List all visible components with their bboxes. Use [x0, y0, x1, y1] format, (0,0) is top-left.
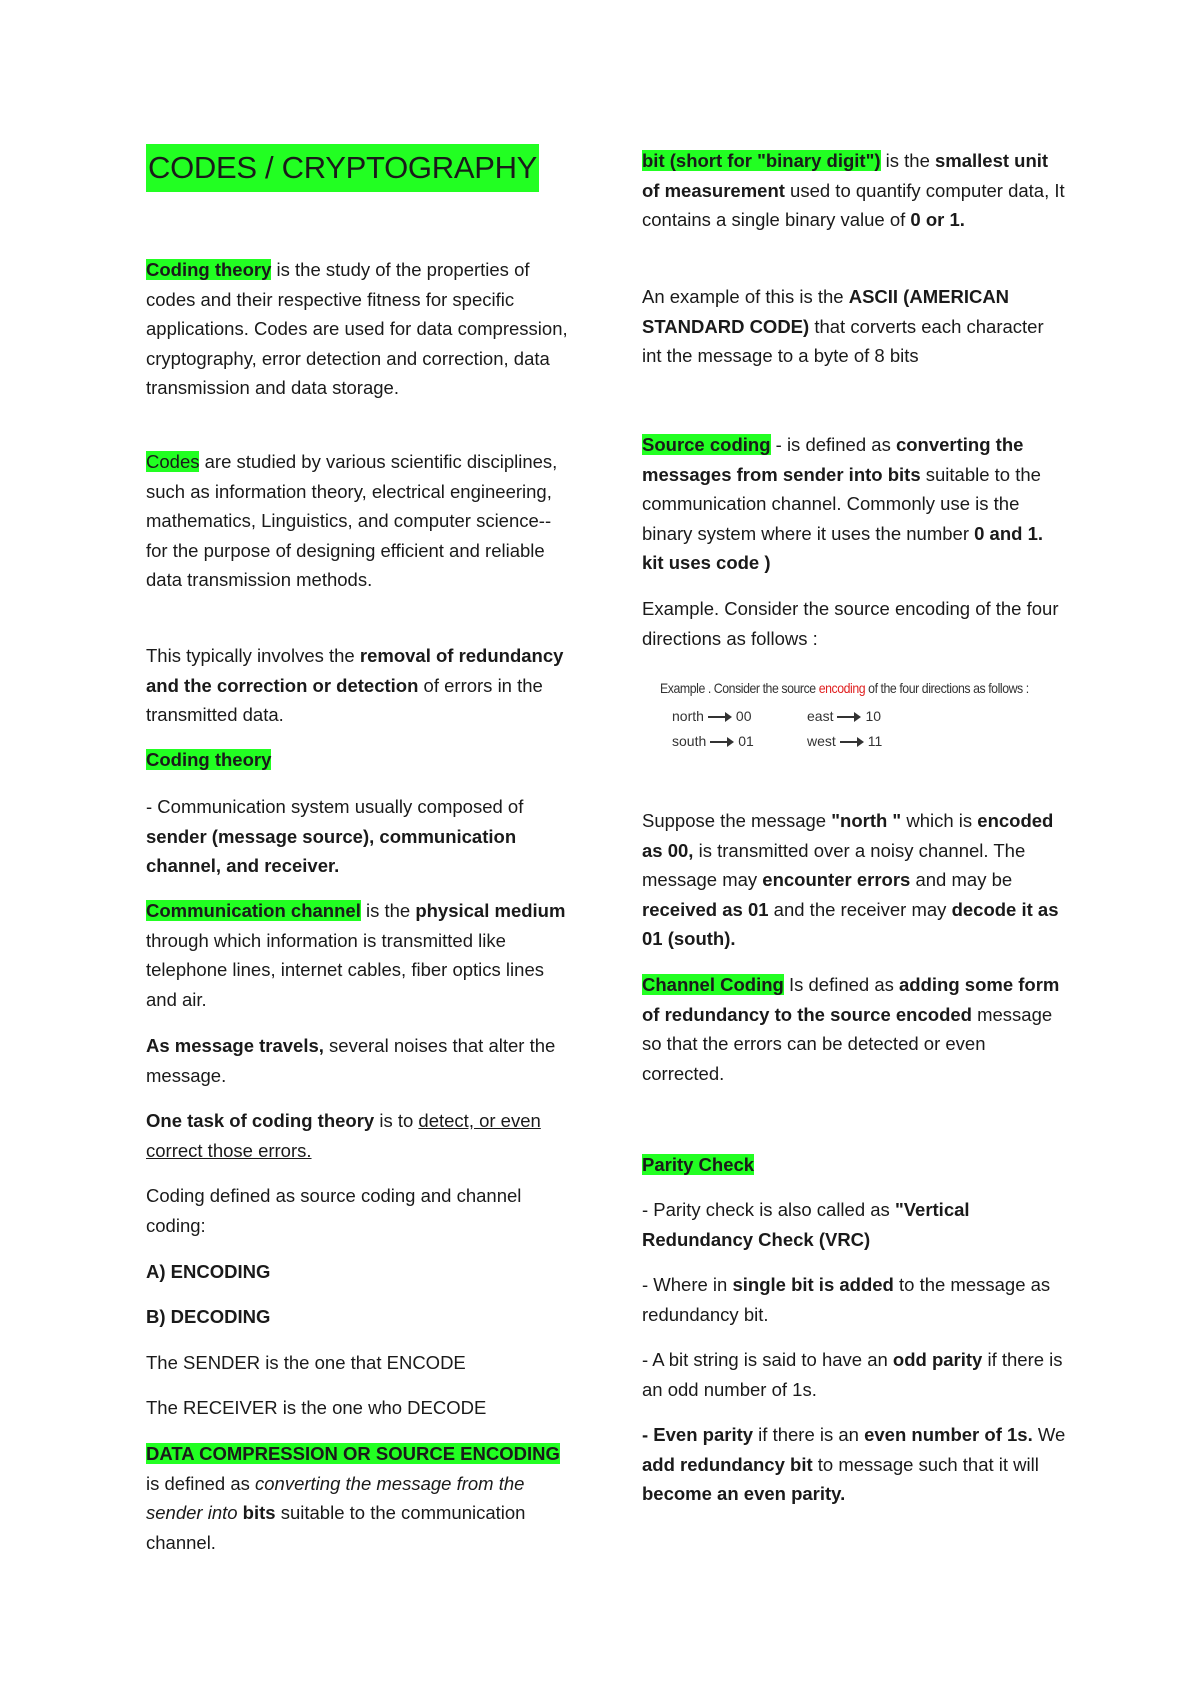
text-span: to the message as redundancy bit. [642, 1274, 1051, 1325]
bold-span: 0 or 1. [910, 209, 965, 230]
coding-theory-term: Coding theory [146, 259, 272, 280]
text-span: is transmitted over a noisy channel. The message may [642, 839, 1026, 890]
text-span: - Parity check is also called as [642, 1199, 895, 1220]
text-span: is to [374, 1110, 419, 1131]
text-span: and may be [910, 869, 1013, 890]
bold-span: "Vertical Redundancy Check (VRC) [642, 1199, 970, 1250]
communication-channel-term: Communication channel [146, 900, 361, 921]
bold-span: encoded as 00, [642, 810, 1054, 861]
bit-term: bit (short for "binary digit") [642, 150, 881, 171]
bold-span: even number of 1s. [864, 1424, 1033, 1445]
text-span: - Where in [642, 1274, 733, 1295]
text-span: We [1032, 1424, 1066, 1445]
example-paragraph [642, 594, 1067, 653]
direction-label: south [672, 733, 707, 749]
coding-theory-text: is the study of the properties of codes and their respective fitness for specific applications. Codes are used for data compression, cryptography, error detection and correction, data transmission and data storage. [146, 259, 568, 398]
channel-coding-paragraph [642, 970, 1067, 1088]
bold-span: encounter errors [762, 869, 911, 890]
caption-highlight: encoding [818, 680, 866, 696]
bold-span: received as 01 [642, 898, 769, 920]
text-span: is the [360, 900, 416, 921]
text-span: message so that the errors can be detected or even corrected. [642, 1003, 1053, 1084]
text-span: that corverts each character int the message to a byte of 8 bits [642, 315, 1044, 366]
text-span: is defined as [146, 1472, 256, 1494]
even-parity-paragraph [642, 1420, 1067, 1509]
caption-text: Example . Consider the source [660, 680, 819, 696]
text-span: Suppose the message [642, 810, 832, 831]
underlined-span: detect, or even correct those errors. [146, 1110, 541, 1161]
text-span: - is defined as [770, 434, 896, 455]
text-span: This typically involves the [146, 645, 360, 666]
coding-task-paragraph [146, 1106, 571, 1165]
coding-theory-heading [146, 745, 571, 775]
bold-span: - Even parity [642, 1424, 754, 1445]
bold-span: odd parity [892, 1349, 983, 1370]
arrow-icon [840, 741, 862, 743]
bold-span: 0 and 1. kit uses code ) [642, 522, 1044, 573]
communication-channel-paragraph [146, 896, 571, 1014]
communication-system-paragraph [146, 792, 571, 881]
document-title: CODES / CRYPTOGRAPHY [146, 144, 539, 192]
decoding-item [146, 1302, 571, 1332]
bold-span: One task of coding theory [146, 1110, 375, 1131]
text-span: several noises that alter the message. [146, 1035, 556, 1086]
italic-span: converting the message from the sender into [146, 1472, 525, 1523]
text-span: The RECEIVER is the one who DECODE [146, 1397, 487, 1418]
bold-span: physical medium [415, 900, 566, 921]
text-span: The SENDER is the one that ENCODE [146, 1352, 466, 1373]
text-span: Coding defined as source coding and channel coding: [146, 1185, 522, 1236]
mapping-east [807, 708, 881, 724]
bold-span: smallest unit of measurement [642, 150, 1049, 201]
text-span: through which information is transmitted like telephone lines, internet cables, fiber optics lines and air. [146, 929, 544, 1010]
direction-label: north [672, 708, 704, 724]
bold-span: decode it as 01 (south). [642, 898, 1059, 949]
heading-text: Parity Check [642, 1154, 755, 1175]
bold-span: "north " [831, 810, 902, 831]
text-span: if there is an [753, 1424, 865, 1445]
figure-caption [660, 680, 1029, 696]
redundancy-paragraph [146, 641, 571, 730]
codes-paragraph [146, 447, 571, 595]
text-span: An example of this is the [642, 286, 849, 307]
text-span: suitable to the communication channel. [146, 1502, 526, 1553]
encoding-item [146, 1257, 571, 1287]
direction-label: east [807, 708, 834, 724]
text-span: suitable to the communication channel. Commonly use is the binary system where it uses the number [642, 463, 1041, 544]
bold-span: A) ENCODING [146, 1261, 271, 1282]
message-travels-paragraph [146, 1031, 571, 1090]
sender-line [146, 1348, 571, 1378]
text-span: Example. Consider the source encoding of the four directions as follows : [642, 598, 1059, 649]
bold-span: As message travels, [146, 1035, 324, 1056]
codes-term: Codes [146, 451, 200, 472]
mapping-west [807, 733, 882, 749]
text-span: of errors in the transmitted data. [146, 674, 543, 725]
data-compression-paragraph [146, 1439, 571, 1557]
bold-span: single bit is added [732, 1274, 894, 1295]
bold-span: adding some form of redundancy to the source encoded [642, 974, 1060, 1025]
odd-parity-paragraph [642, 1345, 1067, 1404]
bold-span: become an even parity. [642, 1483, 846, 1504]
arrow-icon [708, 716, 730, 718]
coding-defined-paragraph [146, 1181, 571, 1240]
text-span: is the [880, 150, 935, 171]
north-message-paragraph [642, 806, 1067, 954]
bold-span: removal of redundancy and the correction or detection [146, 645, 564, 696]
text-span: - A bit string is said to have an [642, 1349, 893, 1370]
receiver-line [146, 1393, 571, 1423]
code-label: 01 [738, 733, 754, 749]
direction-label: west [807, 733, 836, 749]
arrow-icon [837, 716, 859, 718]
text-span: Is defined as [783, 974, 900, 995]
codes-text: are studied by various scientific disciplines, such as information theory, electrical engineering, mathematics, Linguistics, and computer science--for the purpose of designing efficient and reliable data transmission methods. [146, 451, 558, 590]
arrow-icon [710, 741, 732, 743]
source-coding-term: Source coding [642, 434, 771, 455]
ascii-paragraph [642, 282, 1067, 371]
mapping-south [672, 733, 754, 749]
encoding-example-figure [660, 680, 1060, 760]
text-span: which is [901, 810, 978, 831]
mapping-north [672, 708, 752, 724]
bold-span: ASCII (AMERICAN STANDARD CODE) [642, 286, 1010, 337]
bold-span: bits [237, 1502, 276, 1523]
bold-span: add redundancy bit [642, 1453, 813, 1475]
text-span: to message such that it will [812, 1453, 1039, 1475]
bold-span: sender (message source), communication channel, and receiver. [146, 825, 517, 876]
bit-paragraph [642, 146, 1067, 235]
caption-text: of the four directions as follows : [865, 680, 1029, 696]
coding-theory-paragraph [146, 255, 571, 403]
data-compression-term: DATA COMPRESSION OR SOURCE ENCODING [146, 1443, 560, 1464]
code-label: 11 [867, 733, 883, 749]
text-span: used to quantify computer data, It contains a single binary value of [642, 179, 1065, 230]
code-label: 10 [865, 708, 882, 724]
bold-span: B) DECODING [146, 1306, 271, 1327]
vrc-paragraph [642, 1195, 1067, 1254]
channel-coding-term: Channel Coding [642, 974, 784, 995]
bold-span: converting the messages from sender into bits [642, 434, 1024, 485]
heading-text: Coding theory [146, 749, 272, 770]
code-label: 00 [735, 708, 752, 724]
single-bit-paragraph [642, 1270, 1067, 1329]
text-span: and the receiver may [768, 898, 952, 920]
text-span: if there is an odd number of 1s. [642, 1349, 1063, 1400]
parity-check-heading [642, 1150, 1067, 1180]
text-span: - Communication system usually composed of [146, 796, 524, 817]
source-coding-paragraph [642, 430, 1067, 578]
